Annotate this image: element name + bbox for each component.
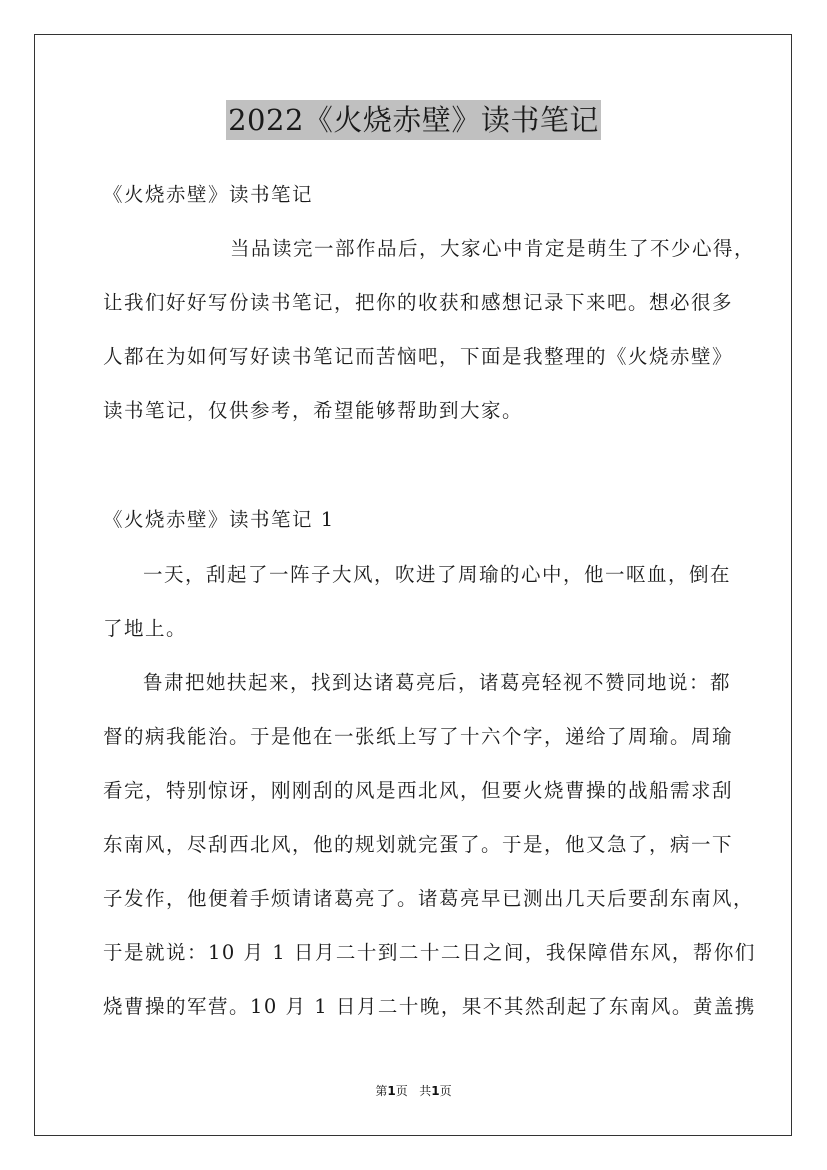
paragraph-line: 一天，刮起了一阵子大风，吹进了周瑜的心中，他一呕血，倒在 (143, 563, 732, 586)
intro-line: 人都在为如何写好读书笔记而苦恼吧，下面是我整理的《火烧赤壁》 (103, 345, 734, 368)
paragraph-line: 子发作，他便着手烦请诸葛亮了。诸葛亮早已测出几天后要刮东南风， (103, 887, 755, 910)
page-footer (0, 1083, 827, 1099)
paragraph-line: 东南风，尽刮西北风，他的规划就完蛋了。于是，他又急了，病一下 (103, 833, 734, 856)
paragraph-line: 鲁肃把她扶起来，找到达诸葛亮后，诸葛亮轻视不赞同地说：都 (143, 671, 732, 694)
paragraph-line: 督的病我能治。于是他在一张纸上写了十六个字，递给了周瑜。周瑜 (103, 725, 734, 748)
section-heading: 《火烧赤壁》读书笔记 1 (103, 508, 335, 531)
footer-prefix: 第 (375, 1084, 388, 1098)
footer-page-label: 页 (395, 1084, 408, 1098)
paragraph-line: 于是就说：10 月 1 日月二十到二十二日之间，我保障借东风，帮你们 (103, 941, 756, 964)
document-title: 2022《火烧赤壁》读书笔记 (226, 100, 601, 140)
footer-page-number: 1 (387, 1084, 396, 1098)
footer-total-label: 页 (439, 1084, 452, 1098)
intro-line: 让我们好好写份读书笔记，把你的收获和感想记录下来吧。想必很多 (103, 291, 734, 314)
footer-total-pages: 1 (431, 1084, 440, 1098)
document-subtitle: 《火烧赤壁》读书笔记 (103, 183, 314, 206)
paragraph-line: 看完，特别惊讶，刚刚刮的风是西北风，但要火烧曹操的战船需求刮 (103, 779, 734, 802)
intro-line: 当品读完一部作品后，大家心中肯定是萌生了不少心得， (230, 237, 756, 260)
title-container (0, 100, 827, 140)
intro-line: 读书笔记，仅供参考，希望能够帮助到大家。 (103, 399, 524, 422)
footer-total-prefix: 共 (419, 1084, 432, 1098)
paragraph-line: 了地上。 (103, 617, 188, 640)
paragraph-line: 烧曹操的军营。10 月 1 日月二十晚，果不其然刮起了东南风。黄盖携 (103, 995, 756, 1018)
